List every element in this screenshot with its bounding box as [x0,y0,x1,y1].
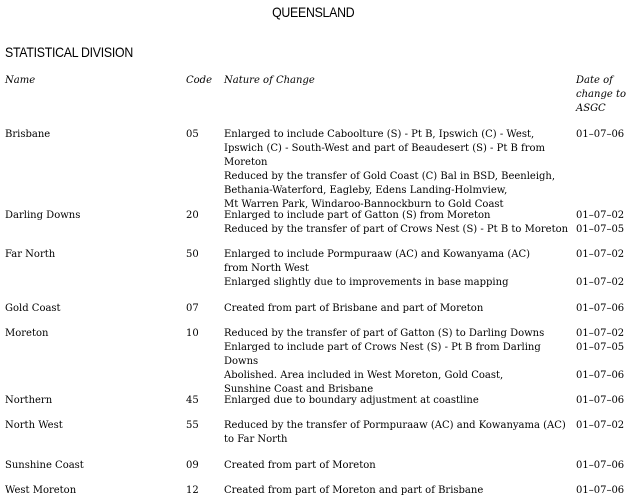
change-entry [224,276,624,290]
change-entry [224,369,624,397]
division-code: 50 [186,249,199,260]
change-description: Abolished. Area included in West Moreton, Gold Coast, Sunshine Coast and Brisbane [224,370,504,395]
change-entry [224,128,624,212]
change-date: 01–07–02 [576,420,625,431]
state-title: QUEENSLAND [272,4,355,20]
change-entry [224,223,624,237]
change-description: Enlarged to include part of Crows Nest (S) - Pt B from Darling Downs [224,342,541,367]
change-date: 01–07–06 [576,303,625,314]
column-header-date: Date of change to ASGC [576,75,626,114]
change-entry [224,341,624,369]
change-entry [224,248,624,276]
division-name: Far North [5,249,56,260]
change-date: 01–07–02 [576,277,625,288]
change-list [224,248,624,290]
change-date: 01–07–02 [576,328,625,339]
division-name: Sunshine Coast [5,460,84,471]
change-entry [224,327,624,341]
change-date: 01–07–06 [576,460,625,471]
change-entry [224,419,624,447]
column-header-change: Nature of Change [224,75,315,86]
change-date: 01–07–05 [576,342,625,353]
division-name: North West [5,420,63,431]
change-description: Enlarged to include part of Gatton (S) from Moreton [224,210,491,221]
division-name: Darling Downs [5,210,81,221]
change-list [224,484,624,498]
change-date: 01–07–06 [576,370,625,381]
change-date: 01–07–05 [576,224,625,235]
change-description: Enlarged due to boundary adjustment at coastline [224,395,479,406]
division-code: 20 [186,210,199,221]
change-entry [224,302,624,316]
change-description: Reduced by the transfer of part of Gatton (S) to Darling Downs [224,328,545,339]
section-title: STATISTICAL DIVISION [5,44,133,60]
division-code: 55 [186,420,199,431]
column-header-name: Name [5,75,36,86]
division-name: West Moreton [5,485,77,496]
change-entry [224,459,624,473]
division-name: Brisbane [5,129,51,140]
change-entry [224,209,624,223]
division-name: Northern [5,395,53,406]
change-date: 01–07–06 [576,129,625,140]
change-description: Created from part of Brisbane and part of Moreton [224,303,484,314]
change-description: Reduced by the transfer of part of Crows Nest (S) - Pt B to Moreton [224,224,569,235]
division-name: Moreton [5,328,49,339]
division-code: 12 [186,485,199,496]
change-date: 01–07–02 [576,249,625,260]
change-list [224,302,624,316]
division-code: 10 [186,328,199,339]
change-list [224,128,624,212]
change-description: Created from part of Moreton [224,460,376,471]
division-name: Gold Coast [5,303,61,314]
change-entry [224,484,624,498]
division-code: 07 [186,303,199,314]
change-list [224,419,624,447]
change-description: Created from part of Moreton and part of Brisbane [224,485,484,496]
change-list [224,459,624,473]
division-code: 45 [186,395,199,406]
change-entry [224,394,624,408]
change-description: Enlarged slightly due to improvements in base mapping [224,277,509,288]
division-code: 05 [186,129,199,140]
column-header-code: Code [186,75,212,86]
change-description: Reduced by the transfer of Pormpuraaw (AC) and Kowanyama (AC) to Far North [224,420,566,445]
change-description: Enlarged to include Pormpuraaw (AC) and Kowanyama (AC) from North West [224,249,530,274]
division-code: 09 [186,460,199,471]
change-list [224,394,624,408]
change-date: 01–07–02 [576,210,625,221]
change-date: 01–07–06 [576,485,625,496]
change-list [224,327,624,397]
change-description: Enlarged to include Caboolture (S) - Pt B, Ipswich (C) - West, Ipswich (C) - South-West and part of Beaudesert (S) - Pt B from Moreton Reduced by the transfer of Gold Coast (C) Bal in BSD, Beenleigh, Bethania-Waterford, Eagleby, Edens Landing-Holmview, Mt Warren Park, Windaroo-Bannockburn to Gold Coast [224,129,556,210]
change-list [224,209,624,237]
change-date: 01–07–06 [576,395,625,406]
